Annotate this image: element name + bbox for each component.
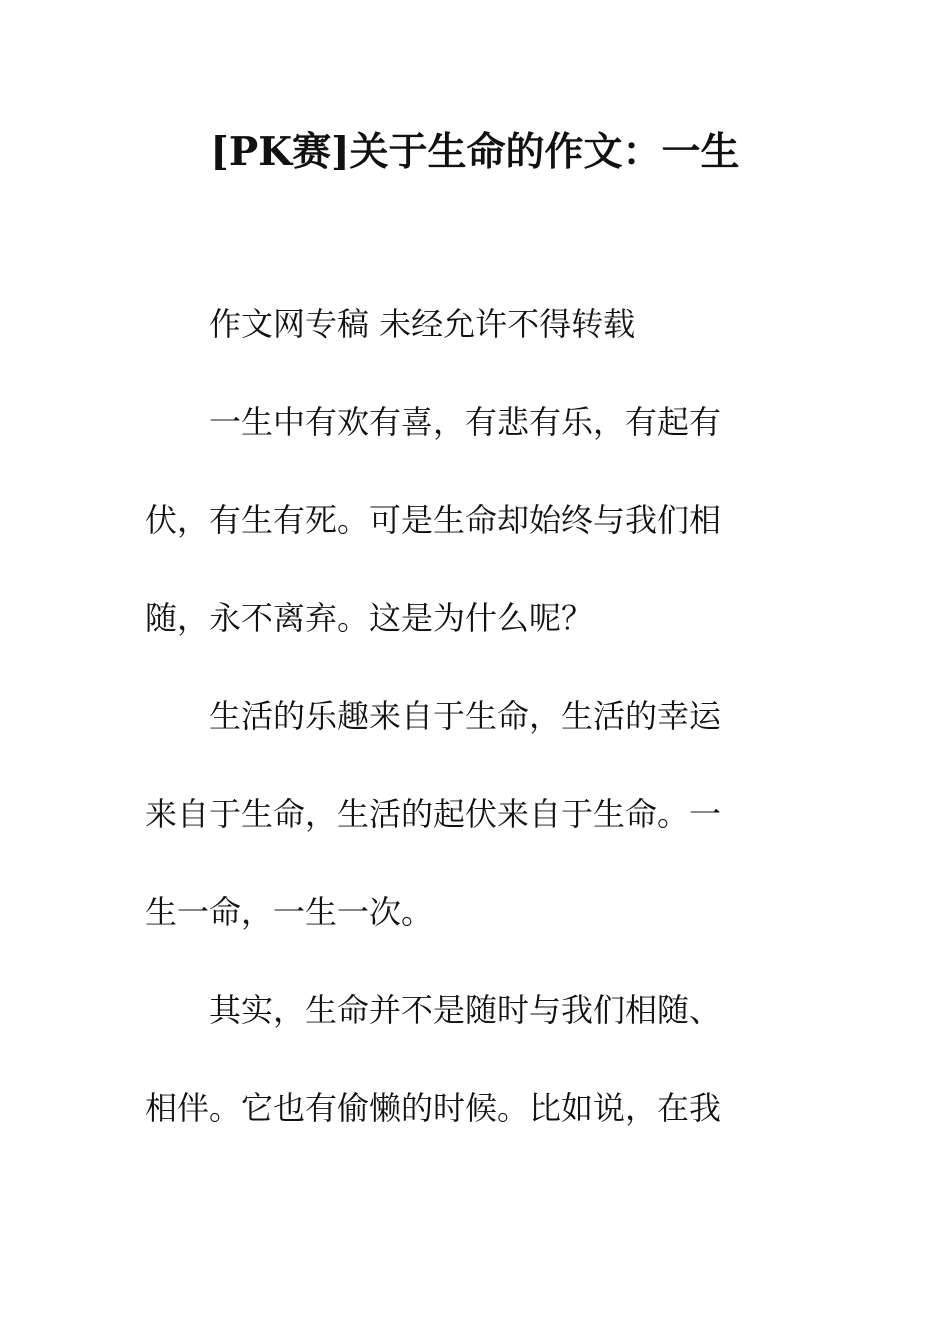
paragraph bbox=[145, 986, 785, 1133]
paragraph-line: 生活的乐趣来自于生命，生活的幸运 bbox=[209, 697, 722, 735]
paragraph bbox=[145, 300, 785, 349]
paragraph bbox=[145, 398, 785, 643]
paragraph-line: 一生中有欢有喜，有悲有乐，有起有 bbox=[209, 403, 722, 441]
paragraph-line: 相伴。它也有偷懒的时候。比如说，在我 bbox=[145, 1089, 722, 1127]
paragraph-line: 伏，有生有死。可是生命却始终与我们相 bbox=[145, 501, 722, 539]
paragraph-line: 其实，生命并不是随时与我们相随、 bbox=[209, 991, 722, 1029]
paragraph-line: 随，永不离弃。这是为什么呢？ bbox=[145, 599, 594, 637]
paragraph-line: 生一命，一生一次。 bbox=[145, 893, 434, 931]
paragraph-line: 作文网专稿 未经允许不得转载 bbox=[209, 305, 636, 343]
document-body bbox=[145, 300, 785, 1182]
paragraph-line: 来自于生命，生活的起伏来自于生命。一 bbox=[145, 795, 722, 833]
document-title: [PK赛]关于生命的作文：一生 bbox=[210, 129, 740, 175]
paragraph bbox=[145, 692, 785, 937]
